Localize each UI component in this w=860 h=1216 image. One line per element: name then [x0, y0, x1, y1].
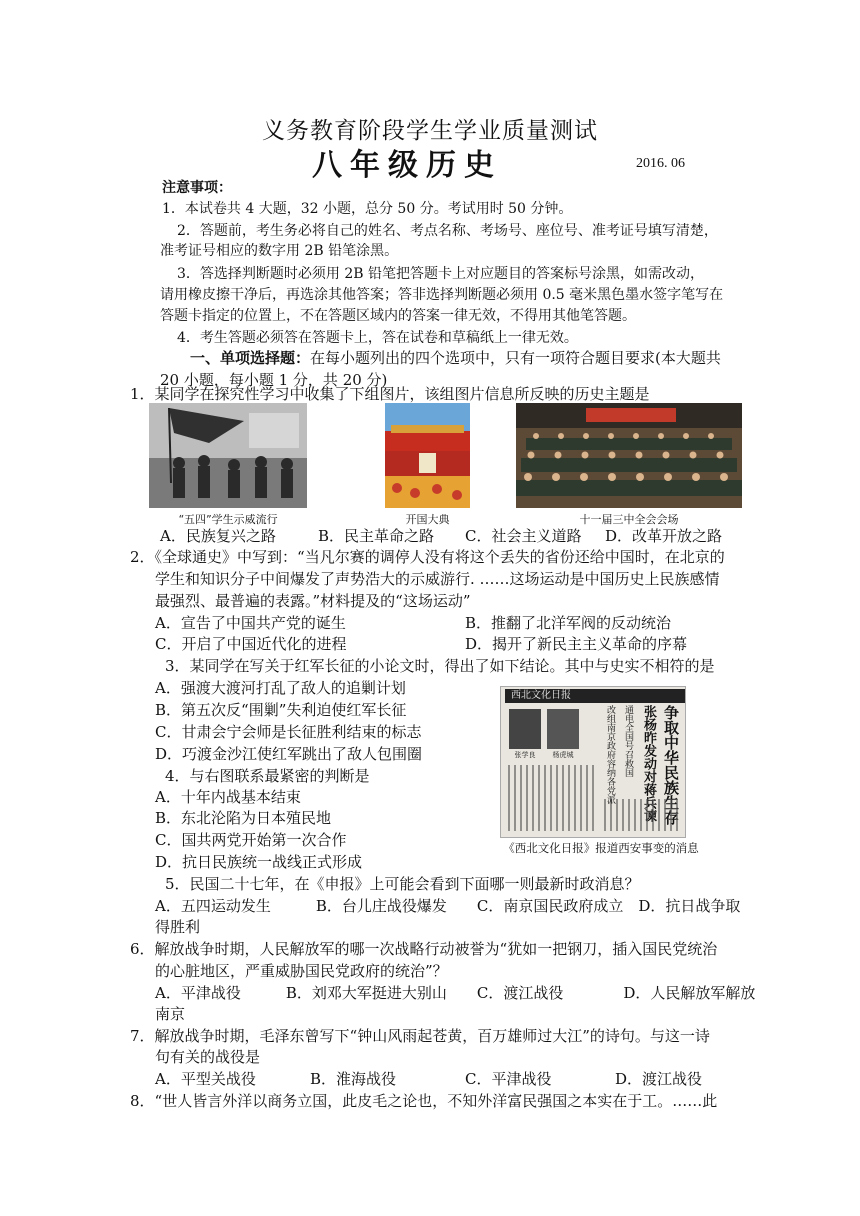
q5-stem: 5．民国二十七年，在《申报》上可能会看到下面哪一则最新时政消息？	[165, 875, 640, 893]
q3-stem: 3．某同学在写关于红军长征的小论文时，得出了如下结论。其中与史实不相符的是	[165, 657, 715, 675]
q1-option-a: A．民族复兴之路	[160, 527, 276, 545]
may-fourth-photo	[149, 403, 307, 508]
photo-caption: 十一届三中全会会场	[579, 513, 679, 526]
q6-stem: 的心脏地区，严重威胁国民党政府的统治”？	[155, 962, 448, 980]
q3-option-b: B．第五次反“围剿”失利迫使红军长征	[155, 701, 407, 719]
newspaper-caption: 《西北文化日报》报道西安事变的消息	[503, 841, 699, 855]
q3-option-d: D．巧渡金沙江使红军跳出了敌人包围圈	[155, 745, 423, 763]
q1-option-c: C．社会主义道路	[465, 527, 582, 545]
newspaper-masthead: 西北文化日报	[505, 689, 686, 703]
notice-item: 3．答选择判断题时必须用 2B 铅笔把答题卡上对应题目的答案标号涂黑，如需改动，	[177, 266, 705, 282]
photo-caption: 开国大典	[405, 513, 450, 526]
third-plenum-photo	[516, 403, 742, 508]
q2-option-c: C．开启了中国近代化的进程	[155, 635, 347, 653]
notice-item: 准考证号相应的数字用 2B 铅笔涂黑。	[160, 243, 399, 259]
q2-stem: 学生和知识分子中间爆发了声势浩大的示威游行. ……这场运动是中国历史上民族感情	[155, 570, 720, 588]
q1-option-d: D．改革开放之路	[605, 527, 723, 545]
q5-options-wrap: 得胜利	[155, 918, 201, 936]
q7-option-a: A．平型关战役	[155, 1070, 256, 1088]
notice-item: 4．考生答题必须答在答题卡上，答在试卷和草稿纸上一律无效。	[177, 330, 578, 346]
photo-caption: “五四”学生示威流行	[178, 513, 278, 526]
q4-option-d: D．抗日民族统一战线正式形成	[155, 853, 363, 871]
newspaper-text-block	[505, 763, 599, 833]
q4-option-a: A．十年内战基本结束	[155, 788, 301, 806]
newspaper-subhead: 张杨昨发动对蒋兵谏	[641, 705, 656, 822]
q1-option-b: B．民主革命之路	[318, 527, 435, 545]
notice-item: 请用橡皮擦干净后，再选涂其他答案；答非选择判断题必须用 0.5 毫米黑色墨水签字笔写在	[160, 287, 724, 303]
q7-stem: 句有关的战役是	[155, 1048, 261, 1066]
newspaper-subhead: 通电全国号召救国	[623, 705, 633, 777]
section-heading: 一、单项选择题：在每小题列出的四个选项中，只有一项符合题目要求(本大题共	[190, 349, 721, 367]
q2-option-b: B．推翻了北洋军阀的反动统治	[465, 614, 672, 632]
founding-ceremony-photo	[385, 403, 470, 508]
portrait-label: 张学良	[514, 751, 536, 759]
q2-option-a: A．宣告了中国共产党的诞生	[155, 614, 346, 632]
q3-option-c: C．甘肃会宁会师是长征胜利结束的标志	[155, 723, 422, 741]
q2-stem: 最强烈、最普遍的表露。”材料提及的“这场运动”	[155, 592, 471, 610]
q4-stem: 4．与右图联系最紧密的判断是	[165, 767, 370, 785]
q1-stem: 1．某同学在探究性学习中收集了下组图片，该组图片信息所反映的历史主题是	[130, 385, 650, 403]
newspaper-text-block	[601, 797, 681, 833]
notice-item: 1．本试卷共 4 大题，32 小题，总分 50 分。考试用时 50 分钟。	[162, 201, 573, 217]
q5-options: A．五四运动发生 B．台儿庄战役爆发 C．南京国民政府成立 D．抗日战争取	[155, 897, 741, 915]
q4-option-c: C．国共两党开始第一次合作	[155, 831, 347, 849]
portrait-image	[547, 709, 579, 749]
q7-option-c: C．平津战役	[465, 1070, 552, 1088]
exam-date: 2016. 06	[636, 156, 685, 171]
q3-option-a: A．强渡大渡河打乱了敌人的追剿计划	[155, 679, 406, 697]
q2-stem: 2．《全球通史》中写到：“当凡尔赛的调停人没有将这个丢失的省份还给中国时，在北京的	[130, 548, 725, 566]
q7-option-d: D．渡江战役	[615, 1070, 703, 1088]
q7-stem: 7．解放战争时期，毛泽东曾写下“钟山风雨起苍黄，百万雄师过大江”的诗句。与这一诗	[130, 1027, 710, 1045]
q2-option-d: D．揭开了新民主主义革命的序幕	[465, 635, 688, 653]
q7-option-b: B．淮海战役	[310, 1070, 397, 1088]
q4-option-b: B．东北沦陷为日本殖民地	[155, 809, 332, 827]
portrait-label: 杨虎城	[552, 751, 574, 759]
q6-options: A．平津战役 B．刘邓大军挺进大别山 C．渡江战役 D．人民解放军解放	[155, 984, 756, 1002]
notice-item: 2．答题前，考生务必将自己的姓名、考点名称、考场号、座位号、准考证号填写清楚，	[177, 223, 718, 239]
section-heading-cont: 20 小题，每小题 1 分，共 20 分)	[160, 371, 388, 389]
q6-options-wrap: 南京	[155, 1005, 186, 1023]
q8-stem: 8．“世人皆言外洋以商务立国，此皮毛之论也，不知外洋富民强国之本实在于工。……此	[130, 1092, 718, 1110]
subject-title: 八年级历史	[312, 148, 502, 183]
newspaper-photo	[500, 686, 686, 838]
q6-stem: 6．解放战争时期，人民解放军的哪一次战略行动被誉为“犹如一把钢刀，插入国民党统治	[130, 940, 718, 958]
exam-title: 义务教育阶段学生学业质量测试	[262, 118, 598, 144]
notice-heading: 注意事项：	[162, 180, 232, 196]
newspaper-headline: 争取中华民族生存	[662, 705, 680, 825]
notice-item: 答题卡指定的位置上，不在答题区域内的答案一律无效，不得用其他笔答题。	[160, 308, 636, 324]
newspaper-subhead: 改组南京政府容纳各党派	[605, 705, 615, 804]
portrait-image	[509, 709, 541, 749]
